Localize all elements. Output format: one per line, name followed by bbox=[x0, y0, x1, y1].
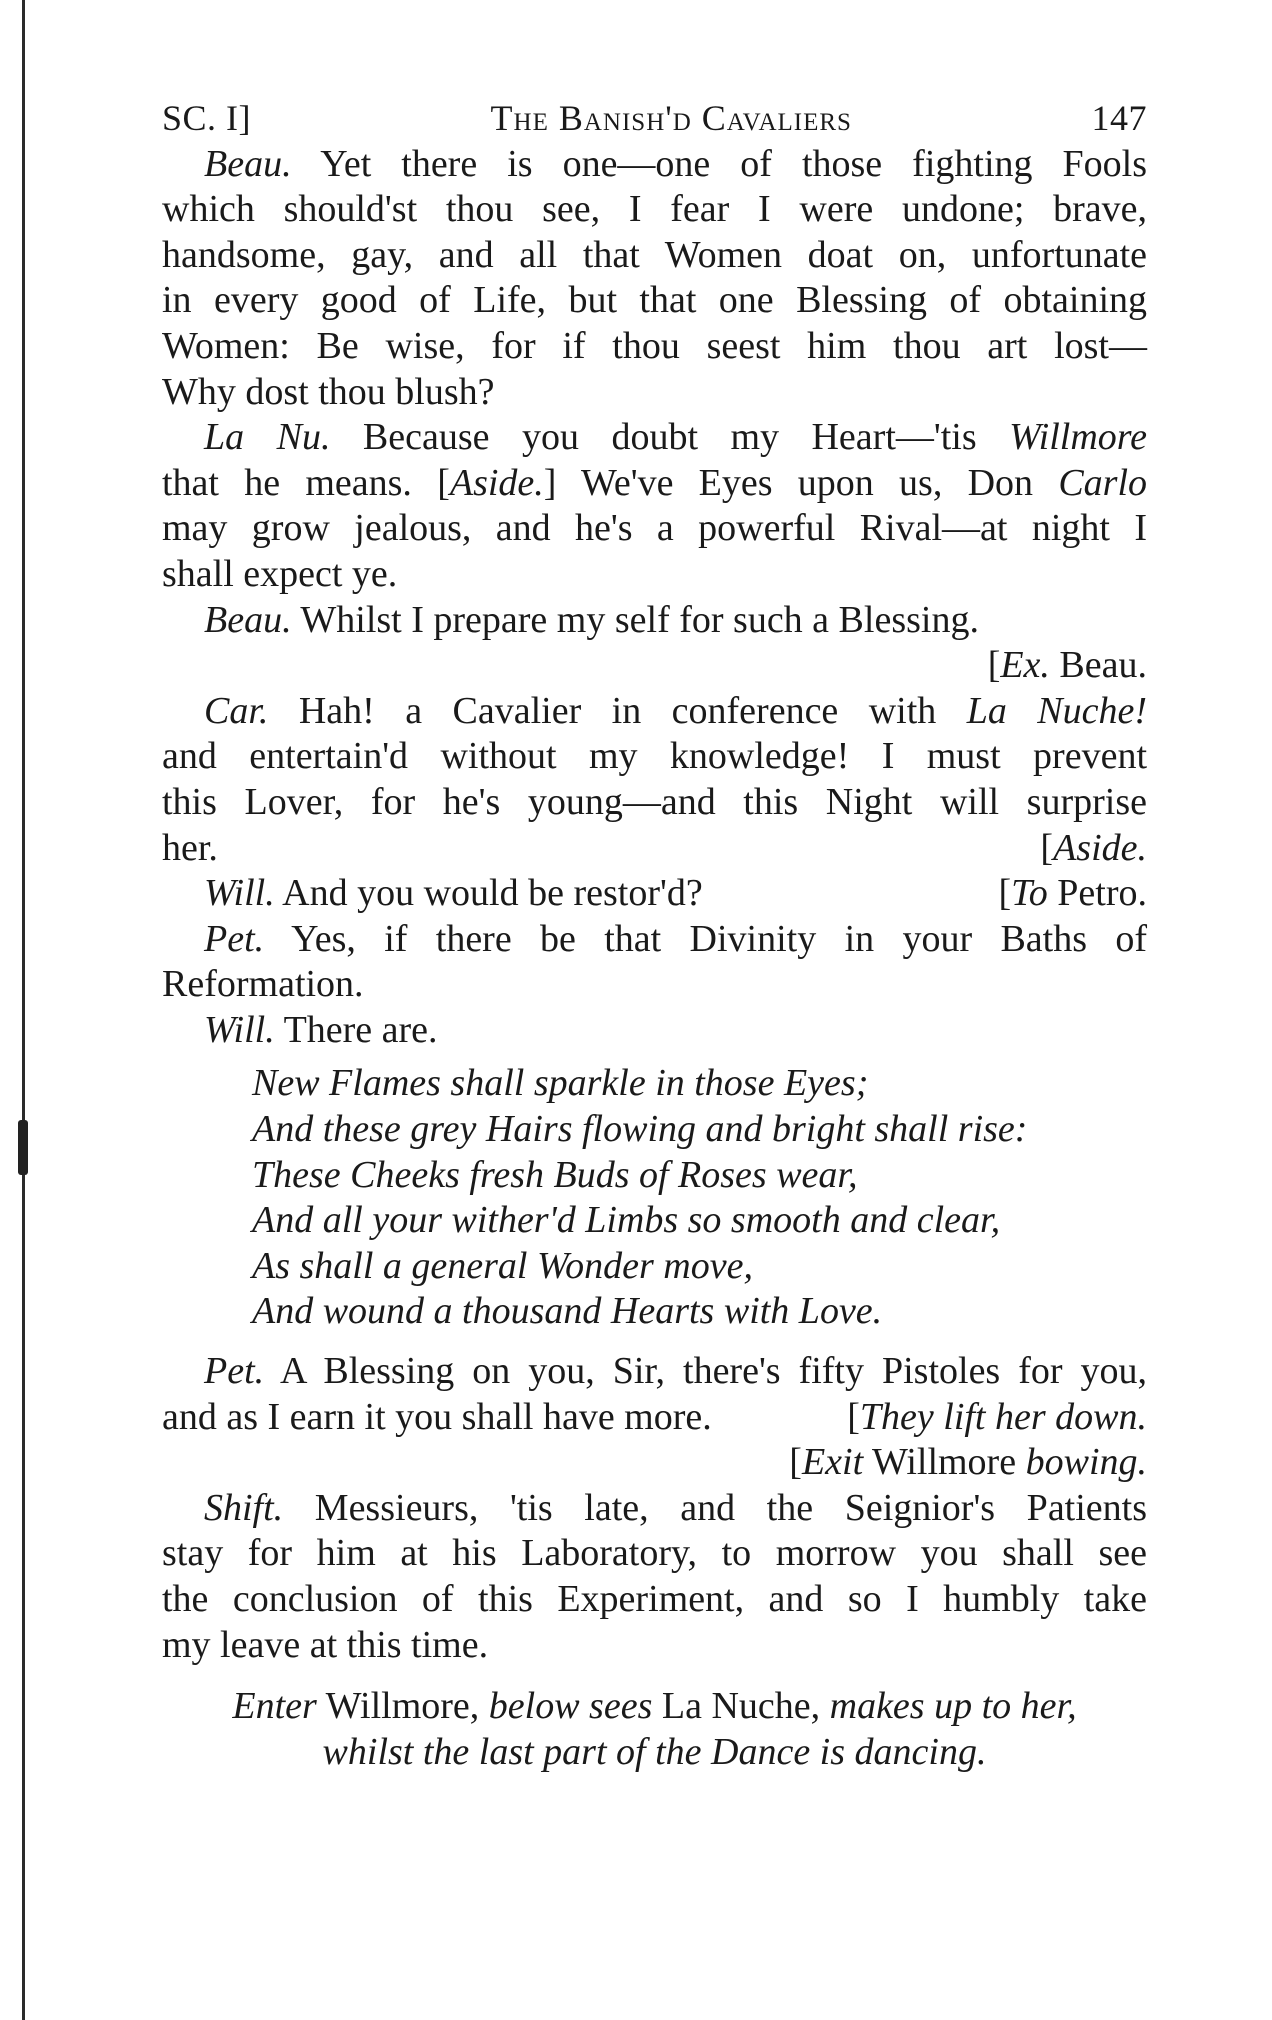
speaker: Pet. bbox=[204, 1350, 265, 1393]
text-line: handsome, gay, and all that Women doat on, unfortunate bbox=[162, 233, 1147, 276]
speaker: Car. bbox=[204, 689, 269, 732]
line-text: Whilst I prepare my self for such a Blessing. bbox=[300, 598, 979, 641]
name-italic: La Nuche! bbox=[966, 689, 1148, 732]
character-name: Willmore, bbox=[325, 1685, 480, 1728]
verse-line: These Cheeks fresh Buds of Roses wear, bbox=[252, 1153, 858, 1196]
verse-line: New Flames shall sparkle in those Eyes; bbox=[252, 1062, 869, 1105]
dialogue-shift bbox=[162, 1486, 1147, 1668]
stage-direction-line bbox=[162, 1684, 1147, 1730]
text-line bbox=[162, 917, 1147, 963]
page-edge-line bbox=[22, 0, 25, 2020]
bracket: [ bbox=[987, 644, 1001, 687]
line-text: A Blessing on you, Sir, there's fifty Pistoles for you, bbox=[280, 1350, 1147, 1393]
line-text: and as I earn it you shall have more. bbox=[162, 1395, 712, 1438]
line-text: Because you doubt my Heart—'tis bbox=[362, 416, 977, 459]
stage-direction: They lift her down. bbox=[859, 1395, 1147, 1438]
verse-line: And wound a thousand Hearts with Love. bbox=[252, 1290, 883, 1333]
stage-direction: Ex. bbox=[1000, 644, 1050, 687]
text-line bbox=[162, 598, 1147, 644]
character-name: La Nuche, bbox=[661, 1685, 821, 1728]
dialogue-lanu bbox=[162, 415, 1147, 597]
text-line: which should'st thou see, I fear I were undone; brave, bbox=[162, 188, 1147, 231]
text-line: stay for him at his Laboratory, to morrow you shall see bbox=[162, 1532, 1147, 1575]
bracket: [ bbox=[998, 872, 1012, 915]
dialogue-beau-2 bbox=[162, 598, 1147, 689]
line-text: her. bbox=[162, 826, 218, 869]
text-line: in every good of Life, but that one Blessing of obtaining bbox=[162, 279, 1147, 322]
bracket: ] bbox=[543, 461, 557, 504]
stage-direction: below sees bbox=[488, 1685, 653, 1728]
stage-direction: Enter bbox=[232, 1685, 317, 1728]
verse-line: And all your wither'd Limbs so smooth and clear, bbox=[252, 1199, 1001, 1242]
stage-direction: Aside. bbox=[449, 461, 544, 504]
text-line bbox=[162, 1395, 1147, 1441]
text-line bbox=[162, 826, 1147, 872]
text-line bbox=[162, 1486, 1147, 1532]
dialogue-car bbox=[162, 689, 1147, 871]
speaker: Beau. bbox=[204, 598, 292, 641]
stage-direction: Exit bbox=[801, 1441, 864, 1484]
text-line: and entertain'd without my knowledge! I must prevent bbox=[162, 735, 1147, 778]
dialogue-pet-1 bbox=[162, 917, 1147, 1008]
speaker: La Nu. bbox=[204, 416, 331, 459]
book-title: The Banish'd Cavaliers bbox=[490, 98, 852, 138]
speaker: Pet. bbox=[204, 917, 265, 960]
text-line bbox=[162, 415, 1147, 461]
text-line bbox=[162, 689, 1147, 735]
text-line: Women: Be wise, for if thou seest him thou art lost— bbox=[162, 324, 1147, 367]
dialogue-beau-1 bbox=[162, 142, 1147, 416]
line-text: Messieurs, 'tis late, and the Seignior's Patients bbox=[314, 1486, 1148, 1529]
verse-line: As shall a general Wonder move, bbox=[252, 1244, 753, 1287]
name-italic: Willmore bbox=[1009, 416, 1148, 459]
stage-direction: makes up to her, bbox=[829, 1685, 1077, 1728]
name-italic: Carlo bbox=[1058, 461, 1148, 504]
ink-blot bbox=[18, 1120, 28, 1175]
line-text: Yet there is one—one of those fighting Fools bbox=[320, 142, 1147, 185]
line-text: And you would be restor'd? bbox=[282, 872, 703, 915]
character-name: Petro. bbox=[1057, 872, 1147, 915]
stage-direction: To bbox=[1011, 872, 1048, 915]
text-line: Reformation. bbox=[162, 963, 364, 1006]
line-text: There are. bbox=[283, 1008, 438, 1051]
speaker: Shift. bbox=[204, 1486, 284, 1529]
text-line bbox=[162, 142, 1147, 188]
text-line bbox=[162, 461, 1147, 507]
speaker: Will. bbox=[204, 1008, 275, 1051]
line-text: Hah! a Cavalier in conference with bbox=[298, 689, 937, 732]
book-page bbox=[162, 96, 1147, 1775]
text-line: Why dost thou blush? bbox=[162, 370, 495, 413]
dialogue-will-1 bbox=[162, 871, 1147, 917]
character-name: Willmore bbox=[871, 1441, 1017, 1484]
stage-direction-line bbox=[162, 643, 1147, 689]
stage-direction-line: whilst the last part of the Dance is dancing. bbox=[322, 1730, 987, 1773]
speaker: Beau. bbox=[204, 142, 292, 185]
running-header bbox=[162, 96, 1147, 142]
text-line bbox=[162, 871, 1147, 917]
dialogue-will-2 bbox=[162, 1008, 1147, 1054]
stage-direction: Aside. bbox=[1053, 826, 1147, 869]
page-number: 147 bbox=[1091, 98, 1147, 138]
stage-direction-line bbox=[162, 1440, 1147, 1486]
text-line: this Lover, for he's young—and this Night will surprise bbox=[162, 780, 1147, 823]
bracket: [ bbox=[1040, 826, 1054, 869]
bracket: [ bbox=[437, 461, 450, 504]
dialogue-pet-2 bbox=[162, 1349, 1147, 1486]
line-text: Yes, if there be that Divinity in your Baths of bbox=[291, 917, 1147, 960]
text-line: the conclusion of this Experiment, and so I humbly take bbox=[162, 1578, 1147, 1620]
text-line: shall expect ye. bbox=[162, 552, 398, 595]
bracket: [ bbox=[847, 1395, 860, 1438]
verse-line: And these grey Hairs flowing and bright shall rise: bbox=[252, 1108, 1028, 1151]
text-line: may grow jealous, and he's a powerful Rival—at night I bbox=[162, 507, 1147, 550]
verse-block bbox=[252, 1061, 1147, 1335]
line-text: that he means. bbox=[162, 461, 412, 504]
text-line: my leave at this time. bbox=[162, 1623, 489, 1666]
text-line bbox=[162, 1008, 1147, 1054]
character-name: Beau. bbox=[1059, 644, 1147, 687]
speaker: Will. bbox=[204, 872, 275, 915]
stage-direction-block bbox=[162, 1684, 1147, 1775]
line-text: We've Eyes upon us, Don bbox=[581, 461, 1034, 504]
text-line bbox=[162, 1349, 1147, 1395]
scene-marker: SC. I] bbox=[162, 98, 252, 138]
bracket: [ bbox=[789, 1441, 802, 1484]
stage-direction: bowing. bbox=[1025, 1441, 1147, 1484]
